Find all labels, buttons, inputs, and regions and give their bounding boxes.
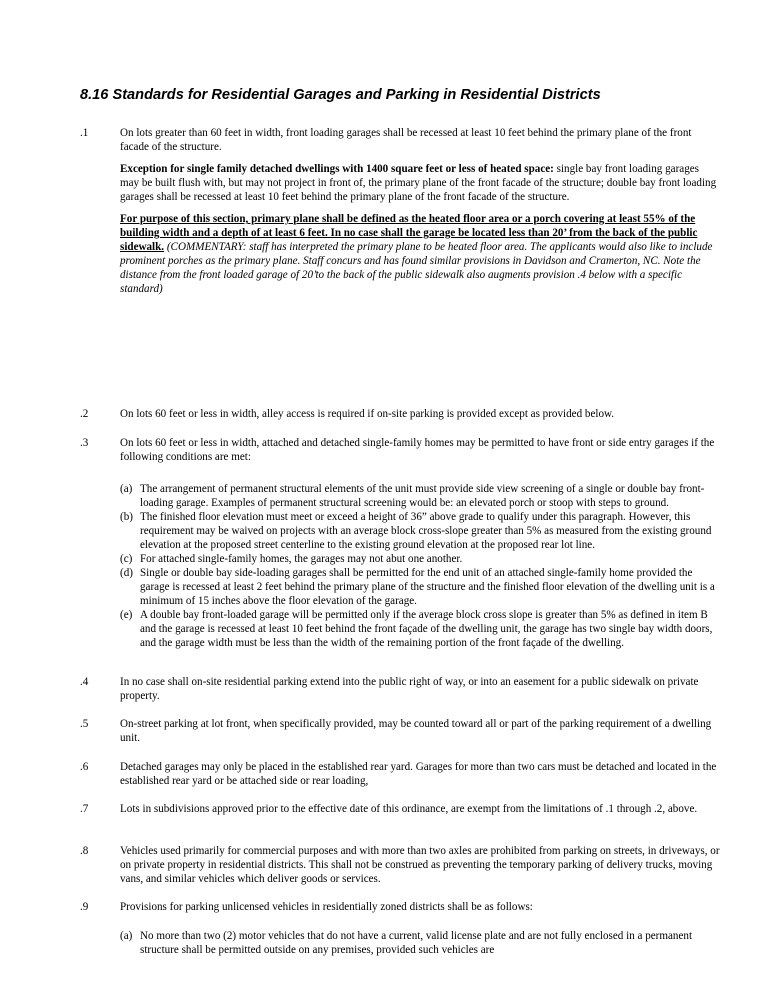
section-9 (80, 900, 720, 922)
item-label: (e) (120, 609, 133, 621)
section-text: Lots in subdivisions approved prior to the effective date of this ordinance, are exempt from the limitations of .1 through .2, above. (120, 803, 698, 815)
list-item (120, 552, 720, 566)
section-5 (80, 717, 720, 753)
section-text: Detached garages may only be placed in the established rear yard. Garages for more than two cars must be detached and located in the established rear yard or be attached side or rear loading, (120, 761, 717, 787)
section-number: .8 (80, 845, 89, 857)
item-label: (c) (120, 553, 133, 565)
item-label: (a) (120, 483, 133, 495)
section-number: .7 (80, 803, 89, 815)
item-text: The arrangement of permanent structural elements of the unit must provide side view screening of a single or double bay front-loading garage. Examples of permanent structural screening would be: an elevated porch or stoop with steps to ground. (140, 483, 705, 509)
exception-text: single bay front loading garages may be built flush with, but may not project in front of, the primary plane of the front facade of the structure; double bay front loading garages shall be recessed at least 10 feet behind the primary plane of the front facade of the structure. (120, 163, 717, 203)
section-text: In no case shall on-site residential parking extend into the public right of way, or into an easement for a public sidewalk on private property. (120, 676, 699, 702)
section-text: Vehicles used primarily for commercial purposes and with more than two axles are prohibited from parking on streets, in driveways, or on private property in residential districts. This shall not be construed as preventing the temporary parking of delivery trucks, moving vans, and similar vehicles which deliver goods or services. (120, 845, 720, 885)
section-number: .2 (80, 408, 89, 420)
exception-paragraph (120, 162, 720, 204)
section-text: On-street parking at lot front, when specifically provided, may be counted toward all or part of the parking requirement of a dwelling unit. (120, 718, 712, 744)
item-text: For attached single-family homes, the garages may not abut one another. (140, 553, 463, 565)
item-label: (b) (120, 511, 133, 523)
item-label: (a) (120, 930, 133, 942)
list-item (120, 929, 720, 957)
item-text: No more than two (2) motor vehicles that do not have a current, valid license plate and are not fully enclosed in a permanent structure shall be permitted outside on any premises, provided such vehicles are (140, 930, 693, 956)
item-text: The finished floor elevation must meet or exceed a height of 36” above grade to qualify under this paragraph. However, this requirement may be waived on projects with an average block cross-slope greater than 5% as measured from the existing ground elevation at the proposed street centerline to the existing ground elevation at the proposed rear lot line. (140, 511, 712, 551)
item-label: (d) (120, 567, 133, 579)
section-9-provisions (80, 929, 720, 957)
section-3 (80, 436, 720, 472)
section-number: .4 (80, 676, 89, 688)
section-4 (80, 675, 720, 711)
section-7 (80, 802, 720, 824)
section-number: .5 (80, 718, 89, 730)
list-item (120, 608, 720, 650)
section-heading: 8.16 Standards for Residential Garages and Parking in Residential Districts (80, 87, 601, 103)
section-6 (80, 760, 720, 796)
exception-heading: Exception for single family detached dwellings with 1400 square feet or less of heated space: (120, 163, 554, 175)
section-number: .9 (80, 901, 89, 913)
list-item (120, 482, 720, 510)
section-number: .3 (80, 437, 89, 449)
section-number: .1 (80, 127, 89, 139)
commentary-text: (COMMENTARY: staff has interpreted the primary plane to be heated floor area. The applicants would also like to include prominent porches as the primary plane. Staff concurs and has found similar provisions in Davidson and Cramerton, NC. Note the distance from the front loaded garage of 20’to the back of the public sidewalk also augments provision .4 below with a specific standard) (120, 241, 713, 295)
section-text: Provisions for parking unlicensed vehicles in residentially zoned districts shall be as follows: (120, 901, 533, 913)
definition-paragraph (120, 212, 720, 296)
list-item (120, 566, 720, 608)
section-text: On lots 60 feet or less in width, alley access is required if on-site parking is provided except as provided below. (120, 408, 615, 420)
list-item (120, 510, 720, 552)
section-text: On lots greater than 60 feet in width, front loading garages shall be recessed at least 10 feet behind the primary plane of the front facade of the structure. (120, 127, 692, 153)
section-2 (80, 407, 720, 429)
section-3-conditions (80, 482, 720, 650)
section-8 (80, 844, 720, 894)
item-text: A double bay front-loaded garage will be permitted only if the average block cross slope is greater than 5% as defined in item B and the garage is recessed at least 10 feet behind the front façade of the dwelling unit, the garage has two single bay width doors, and the garage width must be less than the width of the remaining portion of the front façade of the dwelling. (140, 609, 713, 649)
section-text: On lots 60 feet or less in width, attached and detached single-family homes may be permitted to have front or side entry garages if the following conditions are met: (120, 437, 715, 463)
item-text: Single or double bay side-loading garages shall be permitted for the end unit of an attached single-family home provided the garage is recessed at least 2 feet behind the primary plane of the structure and the finished floor elevation of the dwelling unit is a minimum of 15 inches above the floor elevation of the garage. (140, 567, 715, 607)
section-1 (80, 126, 720, 304)
definition-text: For purpose of this section, primary plane shall be defined as the heated floor area or a porch covering at least 55% of the building width and a depth of at least 6 feet. In no case shall the garage be located less than 20’ from the back of the public sidewalk. (120, 213, 698, 253)
section-number: .6 (80, 761, 89, 773)
